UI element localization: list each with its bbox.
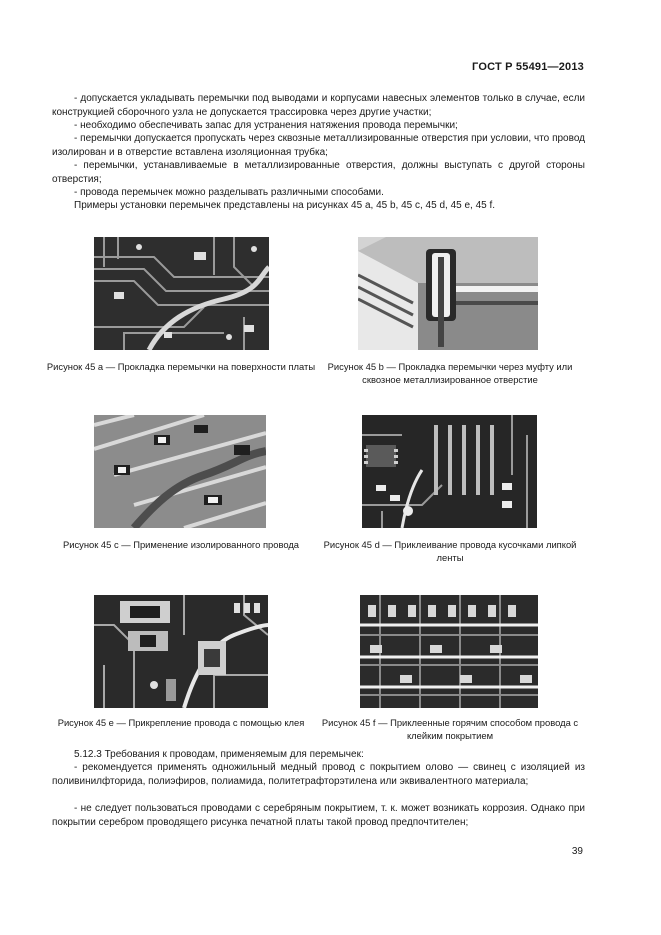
intro-paragraph-5: - провода перемычек можно разделывать различными способами. — [74, 187, 384, 198]
insulated-wire-photo — [94, 415, 266, 528]
pcb-through-hole-photo — [358, 237, 538, 350]
intro-paragraph-4: - перемычки, устанавливаемые в металлизированные отверстия, должны выступать с другой стороны отверстия; — [52, 160, 585, 185]
intro-paragraph-1: - допускается укладывать перемычки под выводами и корпусами навесных элементов только в случае, если конструкцией сборочного узла не допускается трассировка через другие участки; — [52, 93, 585, 118]
standard-header: ГОСТ Р 55491—2013 — [472, 61, 584, 73]
section-heading-5-12-3: 5.12.3 Требования к проводам, применяемым для перемычек: — [74, 749, 364, 760]
figure-caption-45d: Рисунок 45 d — Приклеивание провода кусочками липкой ленты — [323, 539, 577, 563]
section-paragraph-2: - не следует пользоваться проводами с серебряным покрытием, т. к. может возникать коррозия. Однако при покрытии серебром проводящего рисунка печатной платы такой провод предпочтителен; — [52, 803, 585, 828]
pcb-surface-jumper-photo — [94, 237, 269, 350]
figure-caption-45b: Рисунок 45 b — Прокладка перемычки через муфту или сквозное металлизированное отверстие — [327, 361, 573, 385]
figure-caption-45a: Рисунок 45 а — Прокладка перемычки на поверхности платы — [46, 361, 316, 372]
figure-caption-45e: Рисунок 45 е — Прикрепление провода с помощью клея — [57, 717, 305, 728]
section-paragraph-1: - рекомендуется применять одножильный медный провод с покрытием олово — свинец с изоляцией из поливинилфторида, полиэфиров, полиамида, политетрафторэтилена или эквивалентного материала; — [52, 762, 585, 787]
intro-paragraph-3: - перемычки допускается пропускать через сквозные металлизированные отверстия при условии, что провод изолирован и в отверстие вставлена изоляционная трубка; — [52, 133, 585, 158]
figure-caption-45c: Рисунок 45 с — Применение изолированного провода — [62, 539, 300, 550]
page-number: 39 — [571, 846, 583, 857]
tape-wire-photo — [362, 415, 537, 528]
intro-paragraph-6: Примеры установки перемычек представлены на рисунках 45 a, 45 b, 45 c, 45 d, 45 e, 45 f. — [74, 200, 496, 211]
hot-glued-wire-photo — [360, 595, 538, 708]
glue-wire-photo — [94, 595, 268, 708]
figure-caption-45f: Рисунок 45 f — Приклеенные горячим способом провода с клейким покрытием — [321, 717, 579, 741]
intro-paragraph-2: - необходимо обеспечивать запас для устранения натяжения провода перемычки; — [74, 120, 458, 131]
